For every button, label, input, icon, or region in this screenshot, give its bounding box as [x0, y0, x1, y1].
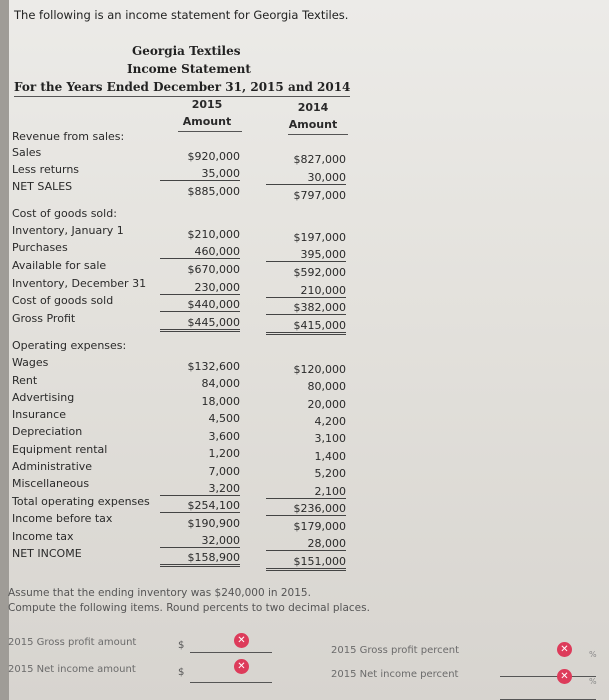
row-label-rent: Rent: [12, 374, 38, 387]
value-2015-equipment-rental: 1,200: [208, 447, 240, 460]
value-2015-income-tax: 32,000: [160, 534, 240, 548]
value-2015-net-sales: $885,000: [187, 185, 240, 198]
col-2015-year: 2015: [191, 98, 223, 111]
row-label-net-sales: NET SALES: [12, 180, 73, 193]
statement-name: Income Statement: [127, 62, 251, 76]
q3-incorrect-icon: ✕: [557, 642, 572, 657]
value-2014-inventory-dec-31: 210,000: [266, 284, 346, 298]
value-2014-depreciation: 3,100: [314, 432, 346, 445]
company-name: Georgia Textiles: [132, 44, 241, 58]
q3-percent-sign: %: [589, 650, 597, 659]
q2-incorrect-icon: ✕: [234, 659, 249, 674]
col-2014-amount: Amount: [288, 118, 338, 131]
row-label-miscellaneous: Miscellaneous: [12, 477, 90, 490]
value-2015-available-for-sale: $670,000: [187, 263, 240, 276]
value-2015-depreciation: 3,600: [208, 430, 240, 443]
revenue-header: Revenue from sales:: [12, 130, 125, 143]
value-2015-cost-of-goods-sold: $440,000: [160, 298, 240, 312]
row-label-equipment-rental: Equipment rental: [12, 443, 108, 456]
col-2014-year: 2014: [297, 101, 329, 114]
value-2015-total-operating-expenses: $254,100: [160, 499, 240, 513]
value-2014-wages: $120,000: [293, 363, 346, 376]
value-2015-inventory-jan-1: $210,000: [187, 228, 240, 241]
value-2014-less-returns: 30,000: [266, 171, 346, 185]
header-rule: [14, 96, 350, 97]
value-2015-advertising: 18,000: [201, 395, 240, 408]
q4-answer-input[interactable]: [500, 685, 596, 700]
value-2014-rent: 80,000: [307, 380, 346, 393]
value-2015-purchases: 460,000: [160, 245, 240, 259]
value-2015-insurance: 4,500: [208, 412, 240, 425]
value-2015-administrative: 7,000: [208, 465, 240, 478]
row-label-purchases: Purchases: [12, 241, 68, 254]
row-label-inventory-dec-31: Inventory, December 31: [12, 277, 147, 290]
value-2014-income-tax: 28,000: [266, 537, 346, 551]
row-label-inventory-jan-1: Inventory, January 1: [12, 224, 124, 237]
opex-header: Operating expenses:: [12, 339, 127, 352]
value-2015-less-returns: 35,000: [160, 167, 240, 181]
row-label-insurance: Insurance: [12, 408, 66, 421]
value-2015-wages: $132,600: [187, 360, 240, 373]
value-2014-equipment-rental: 1,400: [314, 450, 346, 463]
value-2015-net-income: $158,900: [160, 551, 240, 567]
value-2015-miscellaneous: 3,200: [160, 482, 240, 496]
value-2014-cost-of-goods-sold: $382,000: [266, 301, 346, 315]
value-2015-income-before-tax: $190,900: [187, 517, 240, 530]
value-2015-rent: 84,000: [201, 377, 240, 390]
value-2014-sales: $827,000: [293, 153, 346, 166]
q2-dollar-sign: $: [178, 667, 185, 678]
row-label-income-tax: Income tax: [12, 530, 74, 543]
assumption-note: Assume that the ending inventory was $240,000 in 2015.: [8, 587, 311, 599]
value-2014-net-income: $151,000: [266, 555, 346, 571]
row-label-total-operating-expenses: Total operating expenses: [12, 495, 150, 508]
value-2014-available-for-sale: $592,000: [293, 266, 346, 279]
row-label-less-returns: Less returns: [12, 163, 80, 176]
q1-dollar-sign: $: [178, 640, 185, 651]
instruction-note: Compute the following items. Round percents to two decimal places.: [8, 602, 370, 614]
row-label-gross-profit: Gross Profit: [12, 312, 76, 325]
statement-period: For the Years Ended December 31, 2015 and 2014: [14, 80, 351, 94]
value-2014-inventory-jan-1: $197,000: [293, 231, 346, 244]
col-2014-rule: [288, 134, 348, 135]
col-2015-rule: [178, 131, 242, 132]
value-2014-net-sales: $797,000: [293, 189, 346, 202]
value-2014-advertising: 20,000: [307, 398, 346, 411]
cogs-header: Cost of goods sold:: [12, 207, 117, 220]
q4-percent-sign: %: [589, 677, 597, 686]
value-2014-insurance: 4,200: [314, 415, 346, 428]
q3-label: 2015 Gross profit percent: [331, 645, 460, 656]
q4-incorrect-icon: ✕: [557, 669, 572, 684]
q3-answer-input[interactable]: [500, 662, 596, 677]
value-2014-administrative: 5,200: [314, 467, 346, 480]
value-2015-inventory-dec-31: 230,000: [160, 281, 240, 295]
row-label-sales: Sales: [12, 146, 42, 159]
value-2014-income-before-tax: $179,000: [293, 520, 346, 533]
row-label-income-before-tax: Income before tax: [12, 512, 113, 525]
value-2015-sales: $920,000: [187, 150, 240, 163]
row-label-depreciation: Depreciation: [12, 425, 83, 438]
row-label-net-income: NET INCOME: [12, 547, 82, 560]
q1-answer-input[interactable]: [190, 638, 272, 653]
q4-label: 2015 Net income percent: [331, 669, 459, 680]
q2-answer-input[interactable]: [190, 668, 272, 683]
value-2014-total-operating-expenses: $236,000: [266, 502, 346, 516]
intro-text: The following is an income statement for Georgia Textiles.: [14, 8, 349, 22]
value-2014-gross-profit: $415,000: [266, 319, 346, 335]
value-2014-purchases: 395,000: [266, 248, 346, 262]
row-label-wages: Wages: [12, 356, 49, 369]
row-label-advertising: Advertising: [12, 391, 75, 404]
col-2015-amount: Amount: [182, 115, 232, 128]
value-2015-gross-profit: $445,000: [160, 316, 240, 332]
row-label-cost-of-goods-sold: Cost of goods sold: [12, 294, 114, 307]
row-label-administrative: Administrative: [12, 460, 93, 473]
row-label-available-for-sale: Available for sale: [12, 259, 107, 272]
value-2014-miscellaneous: 2,100: [266, 485, 346, 499]
q1-label: 2015 Gross profit amount: [8, 637, 137, 648]
q2-label: 2015 Net income amount: [8, 664, 136, 675]
q1-incorrect-icon: ✕: [234, 633, 249, 648]
